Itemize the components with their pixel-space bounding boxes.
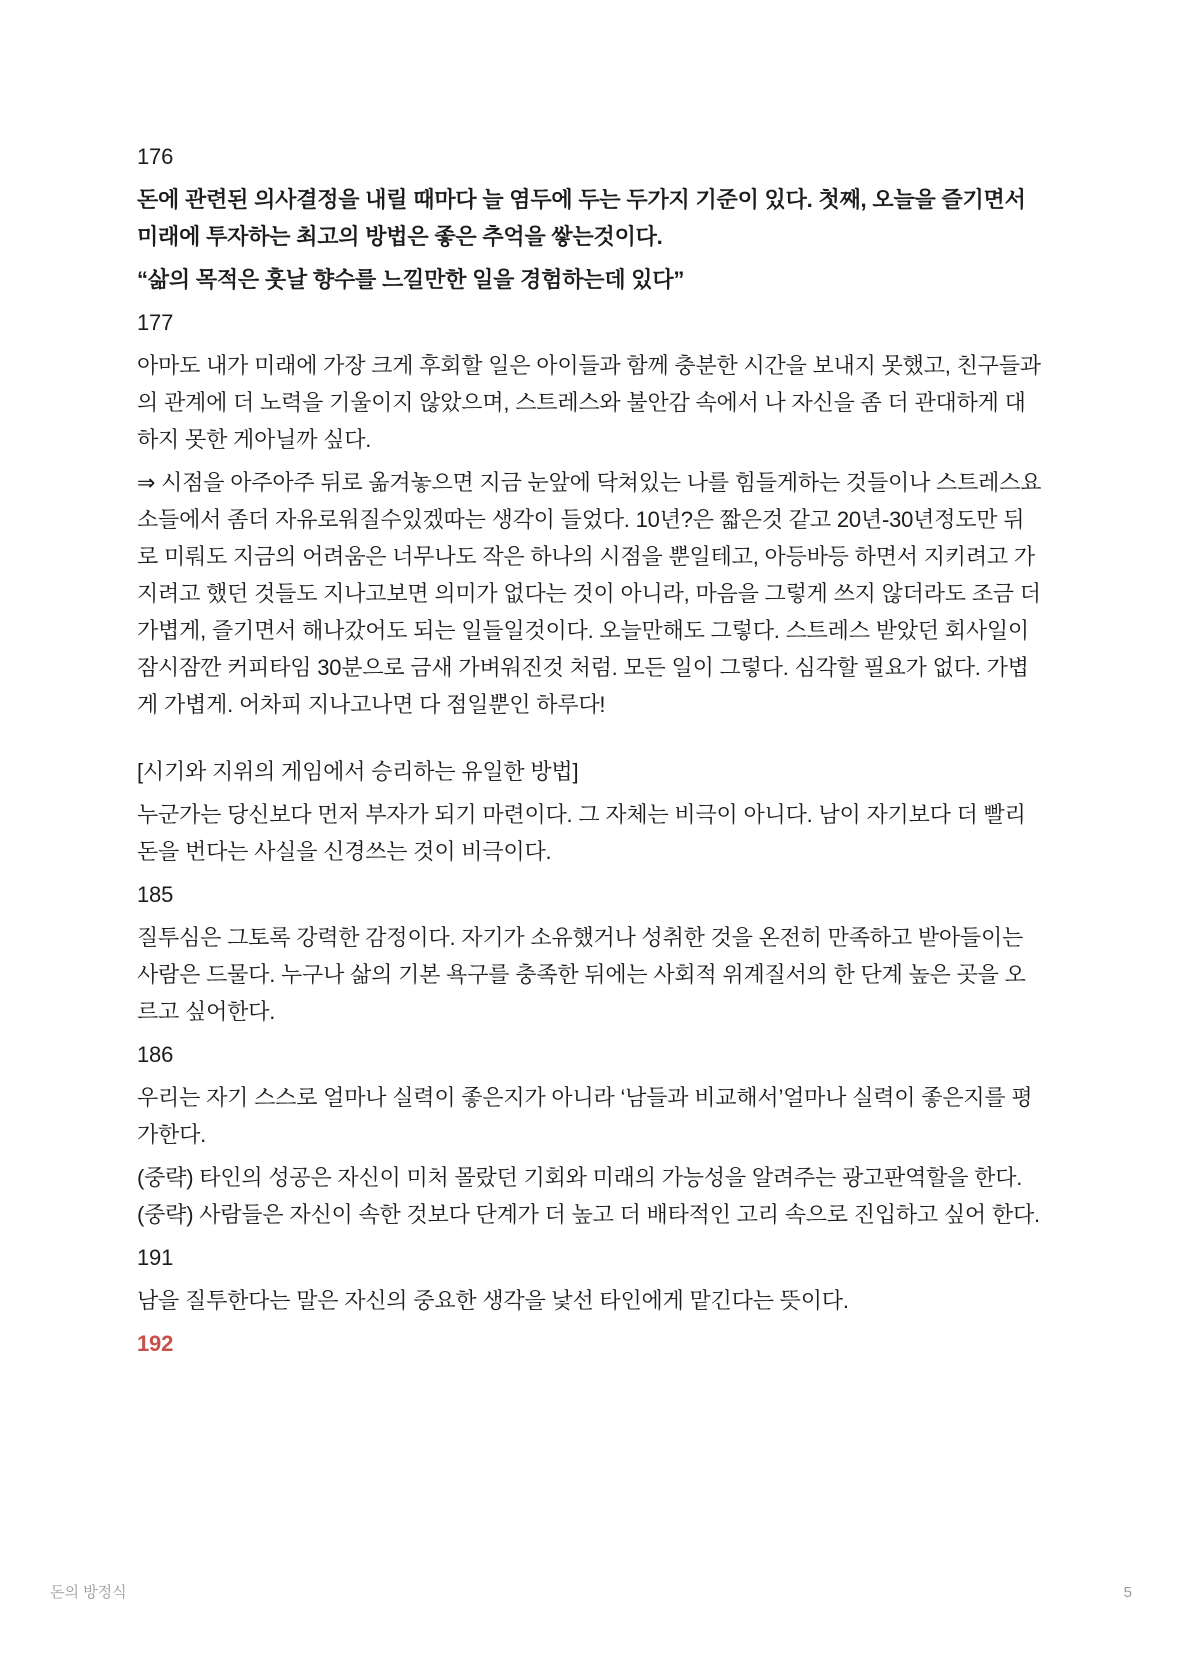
bold-quote: “삶의 목적은 훗날 향수를 느낄만한 일을 경험하는데 있다” (137, 267, 685, 292)
note-paragraph: 질투심은 그토록 강력한 감정이다. 자기가 소유했거나 성취한 것을 온전히 만족하고 받아들이는 사람은 드물다. 누구나 삶의 기본 욕구를 충족한 뒤에는 사회적 위계질서의 한 단계 높은 곳을 오르고 싶어한다. (137, 925, 1026, 1024)
note-paragraph: ⇒ 시점을 아주아주 뒤로 옮겨놓으면 지금 눈앞에 닥쳐있는 나를 힘들게하는 것들이나 스트레스요소들에서 좀더 자유로워질수있겠따는 생각이 들었다. 10년?은 짧은것 같고 20년-30년정도만 뒤로 미뤄도 지금의 어려움은 너무나도 작은 하나의 시점을 뿐일테고, 아등바등 하면서 지키려고 가지려고 했던 것들도 지나고보면 의미가 없다는 것이 아니라, 마음을 그렇게 쓰지 않더라도 조금 더 가볍게, 즐기면서 해나갔어도 되는 일들일것이다. 오늘만해도 그렇다. 스트레스 받았던 회사일이 잠시잠깐 커피타임 30분으로 금새 가벼워진것 처럼. 모든 일이 그렇다. 심각할 필요가 없다. 가볍게 가볍게. 어차피 지나고나면 다 점일뿐인 하루다! (137, 470, 1042, 717)
page-ref-191: 191 (137, 1245, 174, 1270)
footer-book-title: 돈의 방정식 (50, 1584, 127, 1601)
note-paragraph: 남을 질투한다는 말은 자신의 중요한 생각을 낯선 타인에게 맡긴다는 뜻이다. (137, 1288, 849, 1313)
note-paragraph: (중략) 타인의 성공은 자신이 미처 몰랐던 기회와 미래의 가능성을 알려주는 광고판역할을 한다. (중략) 사람들은 자신이 속한 것보다 단계가 더 높고 더 배타적인 고리 속으로 진입하고 싶어 한다. (137, 1165, 1040, 1227)
note-paragraph: 누군가는 당신보다 먼저 부자가 되기 마련이다. 그 자체는 비극이 아니다. 남이 자기보다 더 빨리 돈을 번다는 사실을 신경쓰는 것이 비극이다. (137, 802, 1026, 864)
section-title: [시기와 지위의 게임에서 승리하는 유일한 방법] (137, 759, 579, 784)
note-paragraph: 아마도 내가 미래에 가장 크게 후회할 일은 아이들과 함께 충분한 시간을 보내지 못했고, 친구들과의 관계에 더 노력을 기울이지 않았으며, 스트레스와 불안감 속에서 나 자신을 좀 더 관대하게 대하지 못한 게아닐까 싶다. (137, 353, 1041, 452)
bold-note-paragraph: 돈에 관련된 의사결정을 내릴 때마다 늘 염두에 두는 두가지 기준이 있다. 첫째, 오늘을 즐기면서 미래에 투자하는 최고의 방법은 좋은 추억을 쌓는것이다. (137, 187, 1026, 249)
page-ref-192-red: 192 (137, 1331, 174, 1356)
page-ref-185: 185 (137, 882, 174, 907)
note-paragraph: 우리는 자기 스스로 얼마나 실력이 좋은지가 아니라 ‘남들과 비교해서’얼마나 실력이 좋은지를 평가한다. (137, 1085, 1033, 1147)
page-ref-176: 176 (137, 144, 174, 169)
page-ref-186: 186 (137, 1042, 174, 1067)
page-footer (50, 1583, 1132, 1603)
page-ref-177: 177 (137, 310, 174, 335)
footer-page-number: 5 (1123, 1584, 1132, 1601)
note-content (137, 138, 1045, 1368)
